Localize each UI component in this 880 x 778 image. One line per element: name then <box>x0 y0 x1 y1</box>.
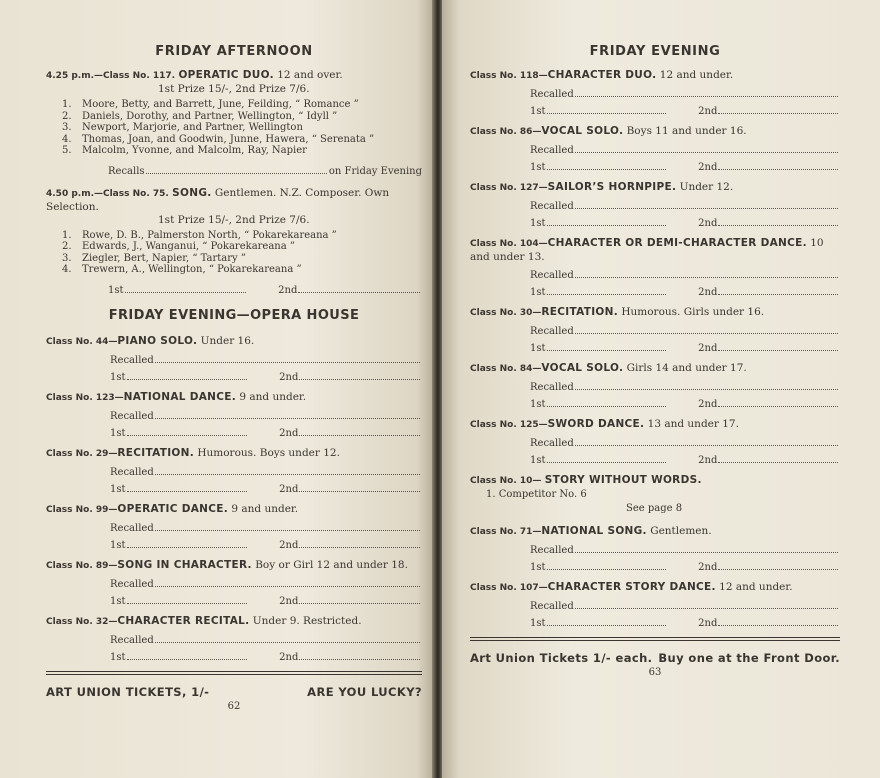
class-description: Gentlemen. N.Z. Composer. Own Selection. <box>46 186 390 213</box>
class-title: VOCAL SOLO. <box>541 125 624 137</box>
class-block <box>46 503 422 551</box>
late-class-list <box>470 525 840 629</box>
class-number: Class No. 29— <box>46 448 118 459</box>
class-title: CHARACTER OR DEMI-CHARACTER DANCE. <box>547 237 807 249</box>
class-title: OPERATIC DUO. <box>178 69 274 81</box>
class-title: OPERATIC DANCE. <box>117 502 229 515</box>
footer-left-text: Art Union Tickets 1/- each. <box>470 651 653 665</box>
list-item: 3. Ziegler, Bert, Napier, “ Tartary ” <box>62 252 246 264</box>
list-item: 2. Edwards, J., Wanganui, “ Pokarekareana ” <box>62 241 296 252</box>
class-number: Class No. 107— <box>470 583 548 593</box>
recalled-line: Recalled <box>46 517 422 534</box>
recalled-line: Recalled <box>46 349 422 366</box>
placings-line: 1st 2nd <box>470 100 840 117</box>
class-description: Under 12. <box>679 181 734 193</box>
evening-class-list <box>470 69 840 466</box>
page-number: 62 <box>227 700 241 712</box>
class-description: 13 and under 17. <box>647 418 739 430</box>
prize-line: 1st Prize 15/-, 2nd Prize 7/6. <box>158 83 310 95</box>
class-number: Class No. 30— <box>470 308 542 318</box>
list-item: 2. Daniels, Dorothy, and Partner, Wellington, “ Idyll ” <box>62 110 338 122</box>
recalled-line: Recalled <box>470 595 840 612</box>
recalled-line: Recalled <box>470 432 840 449</box>
class-title: CHARACTER STORY DANCE. <box>547 581 716 593</box>
class-number: Class No. 118— <box>470 71 548 81</box>
section-title: FRIDAY EVENING—OPERA HOUSE <box>108 307 360 323</box>
class-description: Under 9. Restricted. <box>252 614 362 627</box>
class-block <box>470 69 840 117</box>
class-title: SONG. <box>172 186 212 199</box>
class-heading <box>46 503 422 517</box>
class-block <box>46 559 422 607</box>
recalled-line: Recalled <box>470 320 840 337</box>
placings-line: 1st 2nd <box>470 281 840 298</box>
class-heading <box>470 418 840 432</box>
class-heading <box>46 187 422 214</box>
class-description: Gentlemen. <box>650 525 712 537</box>
class-heading <box>470 237 840 264</box>
placings-line: 1st 2nd <box>46 534 422 551</box>
class-title: SAILOR’S HORNPIPE. <box>547 181 677 193</box>
class-heading <box>470 306 840 320</box>
footer-right-text: Buy one at the Front Door. <box>658 651 840 665</box>
recalled-line: Recalled <box>470 376 840 393</box>
class-title: NATIONAL DANCE. <box>123 390 237 403</box>
class-number: Class No. 32— <box>46 616 118 627</box>
class-block <box>470 306 840 354</box>
class-heading <box>46 615 422 629</box>
list-item: 4. Thomas, Joan, and Goodwin, Junne, Hawera, “ Serenata ” <box>62 133 375 145</box>
class-number: Class No. 89— <box>46 560 118 571</box>
class-description: Boy or Girl 12 and under 18. <box>255 558 408 571</box>
recalled-line: Recalled <box>46 405 422 422</box>
class-10-block <box>470 474 840 517</box>
placings-line: 1st 2nd <box>46 366 422 383</box>
footer-right-text: ARE YOU LUCKY? <box>307 684 422 699</box>
class-block <box>470 418 840 466</box>
list-item: 1. Rowe, D. B., Palmerston North, “ Pokarekareana ” <box>62 229 337 241</box>
class-number: Class No. 86— <box>470 127 542 137</box>
class-description: Boys 11 and under 16. <box>626 125 747 137</box>
placings-line: 1st 2nd <box>46 276 422 296</box>
class-number: Class No. 84— <box>470 364 542 374</box>
prize-line: 1st Prize 15/-, 2nd Prize 7/6. <box>158 213 310 226</box>
recalls-line: Recalls on Friday Evening <box>108 165 422 177</box>
class-75-block <box>46 187 422 296</box>
recalled-line: Recalled <box>46 629 422 646</box>
class-title: SWORD DANCE. <box>547 418 645 430</box>
placings-line: 1st 2nd <box>46 422 422 439</box>
class-number: Class No. 123— <box>46 392 124 403</box>
placings-line: 1st 2nd <box>46 646 422 663</box>
class-title: CHARACTER DUO. <box>547 69 657 81</box>
placings-line: 1st 2nd <box>470 449 840 466</box>
class-title: CHARACTER RECITAL. <box>117 614 250 627</box>
class-heading <box>470 125 840 139</box>
class-block <box>470 362 840 410</box>
class-description: 12 and over. <box>277 69 343 81</box>
class-number: Class No. 104— <box>470 239 548 249</box>
class-description: 10 and under 13. <box>470 237 824 263</box>
class-heading <box>470 581 840 595</box>
page-title: FRIDAY AFTERNOON <box>155 44 313 59</box>
footer-left-text: ART UNION TICKETS, 1/- <box>46 684 210 699</box>
class-heading <box>470 181 840 195</box>
class-heading <box>46 559 422 573</box>
class-block <box>46 615 422 663</box>
page-title: FRIDAY EVENING <box>589 44 721 59</box>
class-heading <box>46 335 422 349</box>
evening-class-list <box>46 335 422 663</box>
competitor-entry: 1. Competitor No. 6 <box>486 489 587 500</box>
class-title: STORY WITHOUT WORDS. <box>544 474 702 486</box>
page-number: 63 <box>648 667 662 678</box>
class-number: Class No. 99— <box>46 504 118 515</box>
class-heading <box>46 391 422 405</box>
placings-line: 1st 2nd <box>470 156 840 173</box>
class-number: Class No. 10— <box>470 476 542 486</box>
class-heading <box>470 474 840 488</box>
placings-line: 1st 2nd <box>470 612 840 629</box>
class-number: Class No. 125— <box>470 420 548 430</box>
class-heading <box>470 69 840 83</box>
class-title: NATIONAL SONG. <box>541 525 647 537</box>
class-title: RECITATION. <box>541 306 619 318</box>
class-block <box>470 525 840 573</box>
class-117-block <box>46 69 422 177</box>
class-block <box>46 335 422 383</box>
recalled-line: Recalled <box>470 539 840 556</box>
recalled-line: Recalled <box>470 264 840 281</box>
divider <box>470 637 840 641</box>
see-page-note: See page 8 <box>626 503 683 514</box>
placings-line: 1st 2nd <box>470 556 840 573</box>
class-description: 12 and under. <box>719 581 793 593</box>
class-description: 12 and under. <box>659 69 734 81</box>
placings-line: 1st 2nd <box>46 478 422 495</box>
class-number: Class No. 127— <box>470 183 548 193</box>
class-heading <box>470 525 840 539</box>
class-number: 4.25 p.m.—Class No. 117. <box>46 71 176 81</box>
footer <box>46 685 422 699</box>
class-heading <box>46 447 422 461</box>
class-number: 4.50 p.m.—Class No. 75. <box>46 188 169 199</box>
class-heading <box>470 362 840 376</box>
footer <box>470 651 840 665</box>
class-description: Girls 14 and under 17. <box>626 362 747 374</box>
class-block <box>470 581 840 629</box>
class-title: VOCAL SOLO. <box>541 362 624 374</box>
entry-list <box>62 99 422 157</box>
placings-line: 1st 2nd <box>46 590 422 607</box>
class-title: PIANO SOLO. <box>117 334 198 347</box>
list-item: 3. Newport, Marjorie, and Partner, Wellington <box>62 122 303 133</box>
list-item: 4. Trewern, A., Wellington, “ Pokarekareana ” <box>62 264 302 275</box>
recalled-line: Recalled <box>46 573 422 590</box>
class-number: Class No. 44— <box>46 336 118 347</box>
class-description: 9 and under. <box>239 390 307 403</box>
left-page <box>0 0 434 778</box>
divider <box>46 671 422 675</box>
class-description: Humorous. Girls under 16. <box>621 306 765 318</box>
placings-line: 1st 2nd <box>470 393 840 410</box>
entry-list <box>62 230 422 276</box>
class-heading <box>46 69 422 83</box>
class-title: SONG IN CHARACTER. <box>117 558 252 571</box>
class-block <box>46 391 422 439</box>
list-item: 5. Malcolm, Yvonne, and Malcolm, Ray, Napier <box>62 145 307 156</box>
class-title: RECITATION. <box>117 446 195 459</box>
right-page <box>442 0 880 778</box>
class-description: 9 and under. <box>231 502 299 515</box>
class-number: Class No. 71— <box>470 527 542 537</box>
placings-line: 1st 2nd <box>470 212 840 229</box>
recalled-line: Recalled <box>470 195 840 212</box>
class-description: Under 16. <box>200 334 255 347</box>
list-item: 1. Moore, Betty, and Barrett, June, Feilding, “ Romance ” <box>62 99 359 110</box>
class-block <box>470 237 840 298</box>
recalled-line: Recalled <box>470 83 840 100</box>
class-block <box>470 181 840 229</box>
recalled-line: Recalled <box>46 461 422 478</box>
class-description: Humorous. Boys under 12. <box>197 446 340 459</box>
class-block <box>46 447 422 495</box>
class-block <box>470 125 840 173</box>
placings-line: 1st 2nd <box>470 337 840 354</box>
recalled-line: Recalled <box>470 139 840 156</box>
